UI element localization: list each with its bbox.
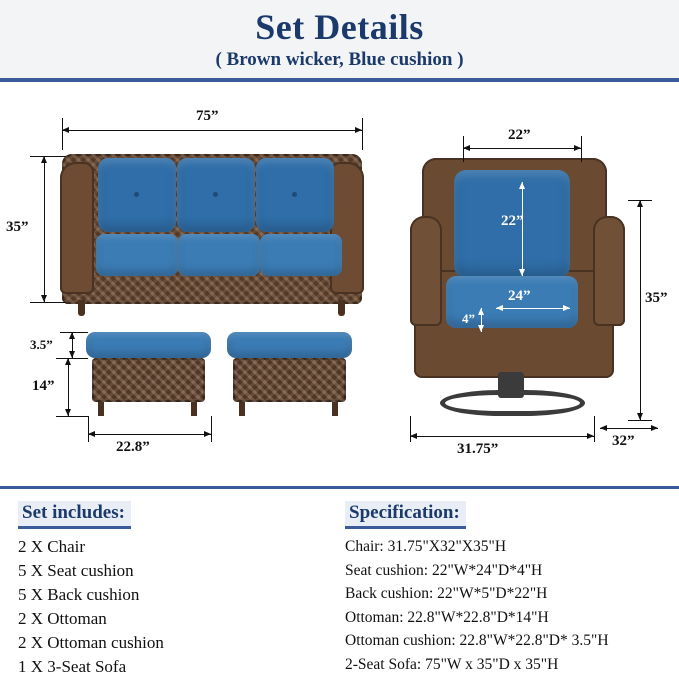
sofa-seat-cushion: [96, 234, 178, 276]
page-subtitle: ( Brown wicker, Blue cushion ): [215, 49, 464, 70]
header-banner: [0, 0, 679, 82]
list-item: Chair: 31.75"X32"X35"H: [345, 538, 507, 555]
dim-extension-line: [594, 416, 595, 442]
arrow-right-icon: [651, 425, 658, 431]
list-item: Ottoman: 22.8"W*22.8"D*14"H: [345, 608, 549, 626]
dim-extension-line: [581, 136, 582, 162]
ottoman-frame: [92, 358, 205, 402]
arrow-up-icon: [41, 156, 47, 163]
ottoman-cushion-height-label: 3.5”: [30, 337, 53, 352]
chair-top-width-label: 22”: [508, 127, 531, 143]
specification-title: Specification:: [345, 501, 466, 529]
ottoman-width-label: 22.8”: [116, 439, 150, 455]
ottoman-frame-height-label: 14”: [32, 378, 55, 394]
ottoman-frame: [233, 358, 346, 402]
dim-extension-line: [56, 416, 88, 417]
arrow-down-icon: [478, 325, 484, 332]
set-includes-panel: [18, 501, 318, 679]
chair-seat-depth-label: 24”: [508, 288, 531, 304]
dim-line: [410, 436, 594, 437]
tuft-button-icon: [292, 192, 297, 197]
arrow-up-icon: [69, 332, 75, 339]
arrow-up-icon: [65, 358, 71, 365]
chair-left-arm: [410, 216, 442, 326]
list-item: 2 X Ottoman: [18, 609, 107, 628]
list-item: 2 X Ottoman cushion: [18, 633, 164, 652]
arrow-left-icon: [600, 425, 607, 431]
dim-line: [640, 200, 641, 420]
sofa-back-cushion: [256, 158, 334, 232]
sofa-leg: [78, 300, 85, 316]
chair-back-cushion-height-label: 22”: [501, 213, 524, 229]
arrow-down-icon: [65, 409, 71, 416]
ottoman-leg: [191, 402, 197, 416]
chair-right-arm: [593, 216, 625, 326]
ottoman-leg: [239, 402, 245, 416]
set-includes-list: [18, 535, 318, 679]
dim-extension-line: [62, 118, 63, 150]
tuft-button-icon: [134, 192, 139, 197]
ottoman-illustration: [86, 332, 211, 416]
dim-extension-line: [628, 420, 652, 421]
arrow-down-icon: [637, 413, 643, 420]
set-includes-title: Set includes:: [18, 501, 131, 529]
sofa-seat-cushion: [178, 234, 260, 276]
ottoman-leg: [98, 402, 104, 416]
ottoman-illustration: [227, 332, 352, 416]
sofa-width-label: 75”: [196, 108, 219, 124]
arrow-down-icon: [41, 295, 47, 302]
dim-line: [496, 308, 570, 309]
sofa-back-cushion: [177, 158, 255, 232]
dim-line: [44, 156, 45, 302]
page-title: Set Details: [255, 7, 424, 47]
dim-line: [68, 358, 69, 416]
sofa-illustration: [62, 144, 362, 304]
dim-line: [62, 130, 362, 131]
list-item: 1 X 3-Seat Sofa: [18, 657, 127, 676]
list-item: 2-Seat Sofa: 75"W x 35"D x 35"H: [345, 655, 559, 673]
arrow-up-icon: [519, 182, 525, 189]
sofa-seat-cushion: [260, 234, 342, 276]
arrow-right-icon: [563, 305, 570, 311]
arrow-right-icon: [204, 431, 211, 437]
sofa-left-arm: [60, 162, 94, 294]
dim-extension-line: [88, 416, 89, 442]
arrow-left-icon: [463, 145, 470, 151]
sofa-back-cushion: [98, 158, 176, 232]
specification-panel: [345, 501, 675, 676]
wicker-texture: [92, 358, 205, 402]
ottoman-cushion: [227, 332, 352, 358]
wicker-texture: [233, 358, 346, 402]
list-item: 5 X Back cushion: [18, 585, 140, 604]
dim-line: [600, 428, 658, 429]
chair-seat-thickness-label: 4”: [462, 311, 475, 326]
list-item: Seat cushion: 22"W*24"D*4"H: [345, 561, 543, 579]
list-item: Ottoman cushion: 22.8"W*22.8"D* 3.5"H: [345, 632, 609, 649]
dim-extension-line: [30, 156, 66, 157]
product-diagram: [0, 86, 679, 486]
list-item: 2 X Chair: [18, 537, 86, 556]
dim-extension-line: [211, 416, 212, 442]
ottoman-cushion: [86, 332, 211, 358]
chair-overall-height-label: 35”: [645, 290, 668, 306]
arrow-down-icon: [519, 269, 525, 276]
tuft-button-icon: [213, 192, 218, 197]
arrow-right-icon: [587, 433, 594, 439]
list-item: 5 X Seat cushion: [18, 561, 134, 580]
arrow-right-icon: [574, 145, 581, 151]
arrow-left-icon: [62, 127, 69, 133]
arrow-up-icon: [637, 200, 643, 207]
arrow-up-icon: [478, 308, 484, 315]
dim-line: [88, 434, 211, 435]
list-item: Back cushion: 22"W*5"D*22"H: [345, 585, 548, 602]
dim-extension-line: [30, 302, 66, 303]
arrow-left-icon: [410, 433, 417, 439]
details-panels: [0, 486, 679, 675]
sofa-leg: [338, 300, 345, 316]
dim-extension-line: [56, 358, 88, 359]
arrow-right-icon: [355, 127, 362, 133]
ottoman-leg: [332, 402, 338, 416]
dim-extension-line: [362, 118, 363, 150]
chair-front-width-label: 31.75”: [457, 441, 499, 457]
specification-list: [345, 535, 675, 676]
sofa-height-label: 35”: [6, 219, 29, 235]
arrow-left-icon: [88, 431, 95, 437]
dim-line: [463, 148, 581, 149]
chair-side-depth-label: 32”: [612, 433, 635, 449]
arrow-left-icon: [496, 305, 503, 311]
arrow-down-icon: [69, 351, 75, 358]
chair-swivel-base: [440, 390, 585, 416]
